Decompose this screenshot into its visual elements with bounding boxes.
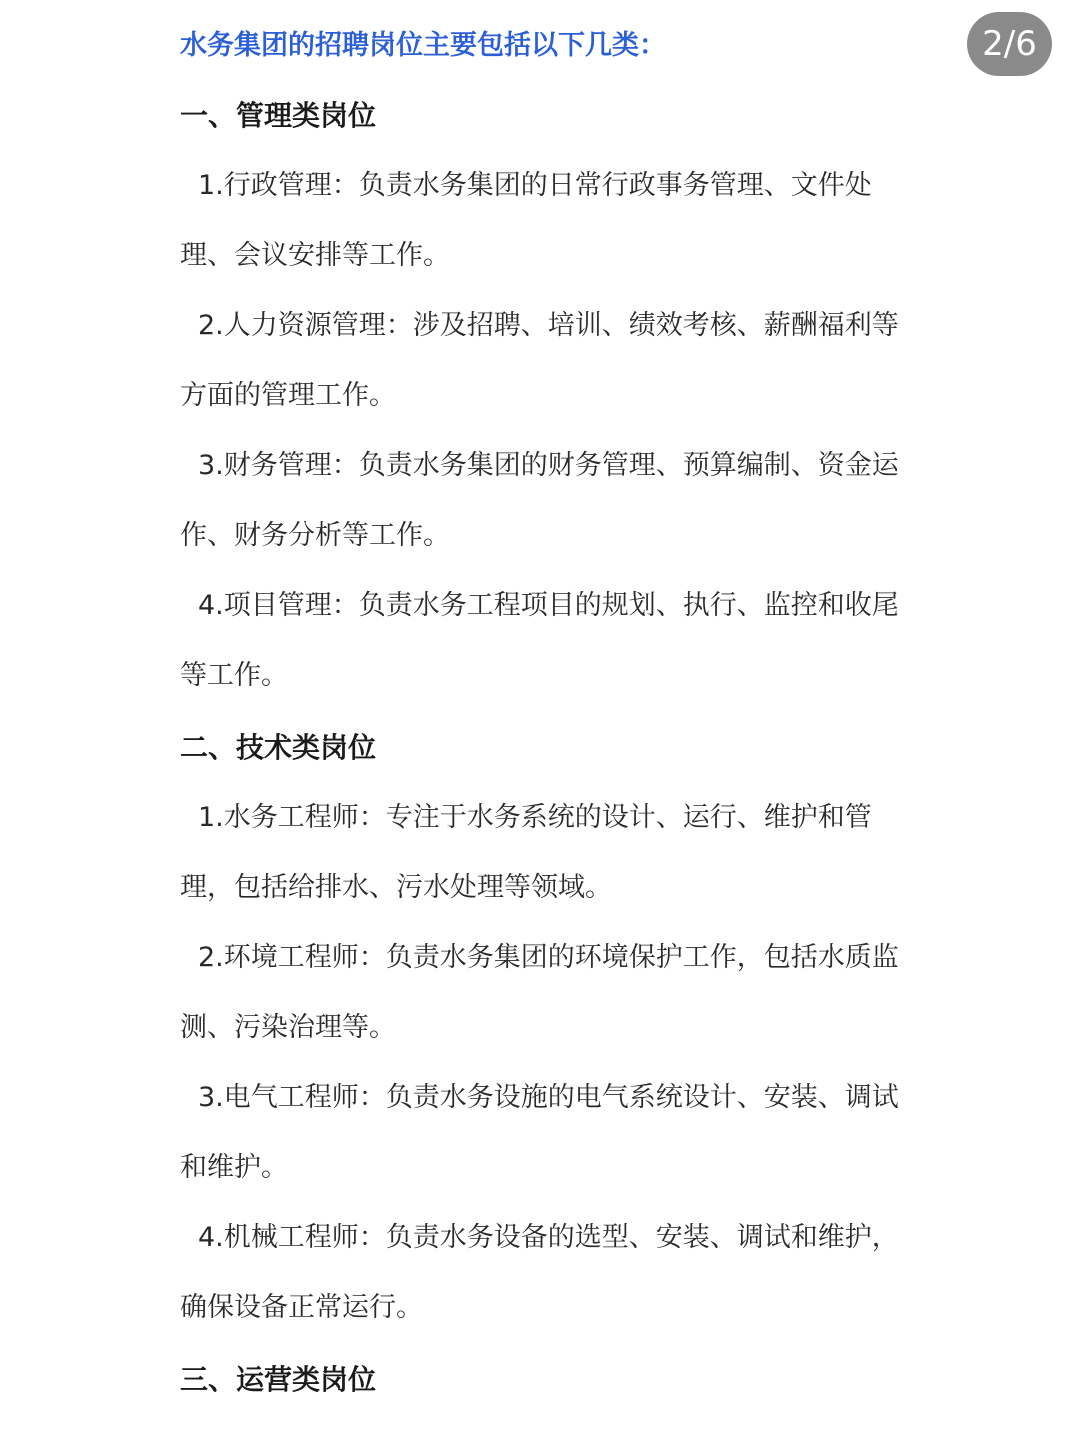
item-number: 3.: [198, 450, 224, 481]
item-number: 1.: [198, 170, 224, 201]
section-heading-operations: 三、运营类岗位: [180, 1363, 377, 1396]
intro-heading: 水务集团的招聘岗位主要包括以下几类：: [180, 30, 666, 61]
list-item-technical-4: [180, 1203, 920, 1343]
item-text: 水务工程师：专注于水务系统的设计、运行、维护和管理，包括给排水、污水处理等领域。: [180, 802, 872, 903]
list-item-technical-2: [180, 923, 920, 1063]
list-item-management-3: [180, 431, 920, 571]
item-number: 2.: [198, 942, 224, 973]
item-text: 行政管理：负责水务集团的日常行政事务管理、文件处理、会议安排等工作。: [180, 170, 872, 271]
item-text: 人力资源管理：涉及招聘、培训、绩效考核、薪酬福利等方面的管理工作。: [180, 310, 899, 411]
list-item-technical-1: [180, 783, 920, 923]
item-number: 1.: [198, 802, 224, 833]
item-number: 2.: [198, 310, 224, 341]
item-text: 财务管理：负责水务集团的财务管理、预算编制、资金运作、财务分析等工作。: [180, 450, 899, 551]
list-item-technical-3: [180, 1063, 920, 1203]
page-indicator-badge: 2/6: [967, 12, 1052, 76]
item-text: 机械工程师：负责水务设备的选型、安装、调试和维护，确保设备正常运行。: [180, 1222, 899, 1323]
item-text: 项目管理：负责水务工程项目的规划、执行、监控和收尾等工作。: [180, 590, 899, 691]
item-number: 3.: [198, 1082, 224, 1113]
list-item-management-2: [180, 291, 920, 431]
list-item-management-4: [180, 571, 920, 711]
section-heading-management: 一、管理类岗位: [180, 99, 377, 132]
item-text: 环境工程师：负责水务集团的环境保护工作，包括水质监测、污染治理等。: [180, 942, 899, 1043]
list-item-management-1: [180, 151, 920, 291]
item-number: 4.: [198, 590, 224, 621]
item-number: 4.: [198, 1222, 224, 1253]
section-heading-technical: 二、技术类岗位: [180, 731, 377, 764]
item-text: 电气工程师：负责水务设施的电气系统设计、安装、调试和维护。: [180, 1082, 899, 1183]
